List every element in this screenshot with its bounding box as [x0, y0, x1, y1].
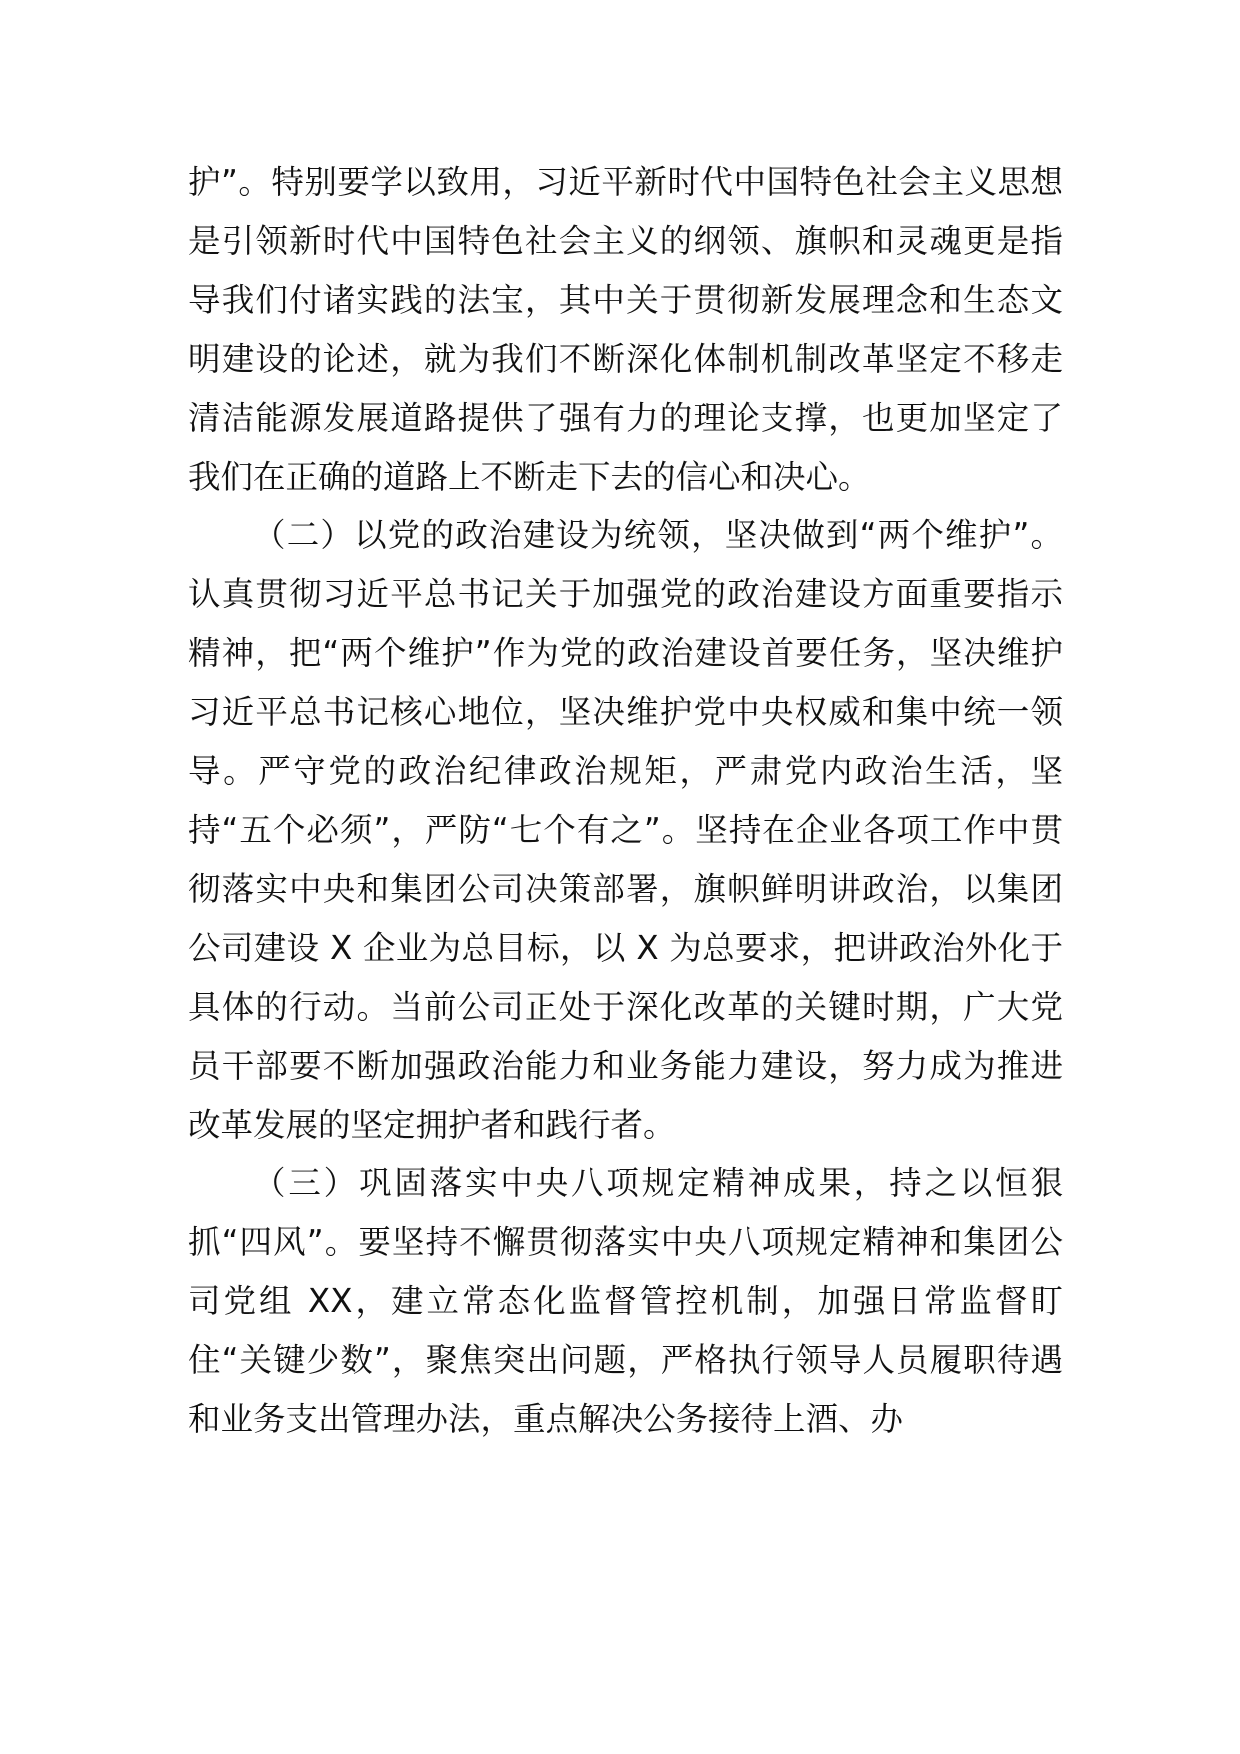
paragraph-continuation: 护”。特别要学以致用，习近平新时代中国特色社会主义思想是引领新时代中国特色社会主义的纲领、旗帜和灵魂更是指导我们付诸实践的法宝，其中关于贯彻新发展理念和生态文明建设的论述，就为我们不断深化体制机制改革坚定不移走清洁能源发展道路提供了强有力的理论支撑，也更加坚定了我们在正确的道路上不断走下去的信心和决心。 — [188, 163, 1063, 496]
paragraph-section-two: （二）以党的政治建设为统领，坚决做到“两个维护”。认真贯彻习近平总书记关于加强党的政治建设方面重要指示精神，把“两个维护”作为党的政治建设首要任务，坚决维护习近平总书记核心地位，坚决维护党中央权威和集中统一领导。严守党的政治纪律政治规矩，严肃党内政治生活，坚持“五个必须”，严防“七个有之”。坚持在企业各项工作中贯彻落实中央和集团公司决策部署，旗帜鲜明讲政治，以集团公司建设 X 企业为总目标，以 X 为总要求，把讲政治外化于具体的行动。当前公司正处于深化改革的关键时期，广大党员干部要不断加强政治能力和业务能力建设，努力成为推进改革发展的坚定拥护者和践行者。 — [188, 516, 1063, 1144]
paragraph-section-three: （三）巩固落实中央八项规定精神成果，持之以恒狠抓“四风”。要坚持不懈贯彻落实中央八项规定精神和集团公司党组 XX，建立常态化监督管控机制，加强日常监督盯住“关键少数”，聚焦突出问题，严格执行领导人员履职待遇和业务支出管理办法，重点解决公务接待上酒、办 — [188, 1164, 1063, 1439]
document-body — [188, 153, 1063, 1449]
